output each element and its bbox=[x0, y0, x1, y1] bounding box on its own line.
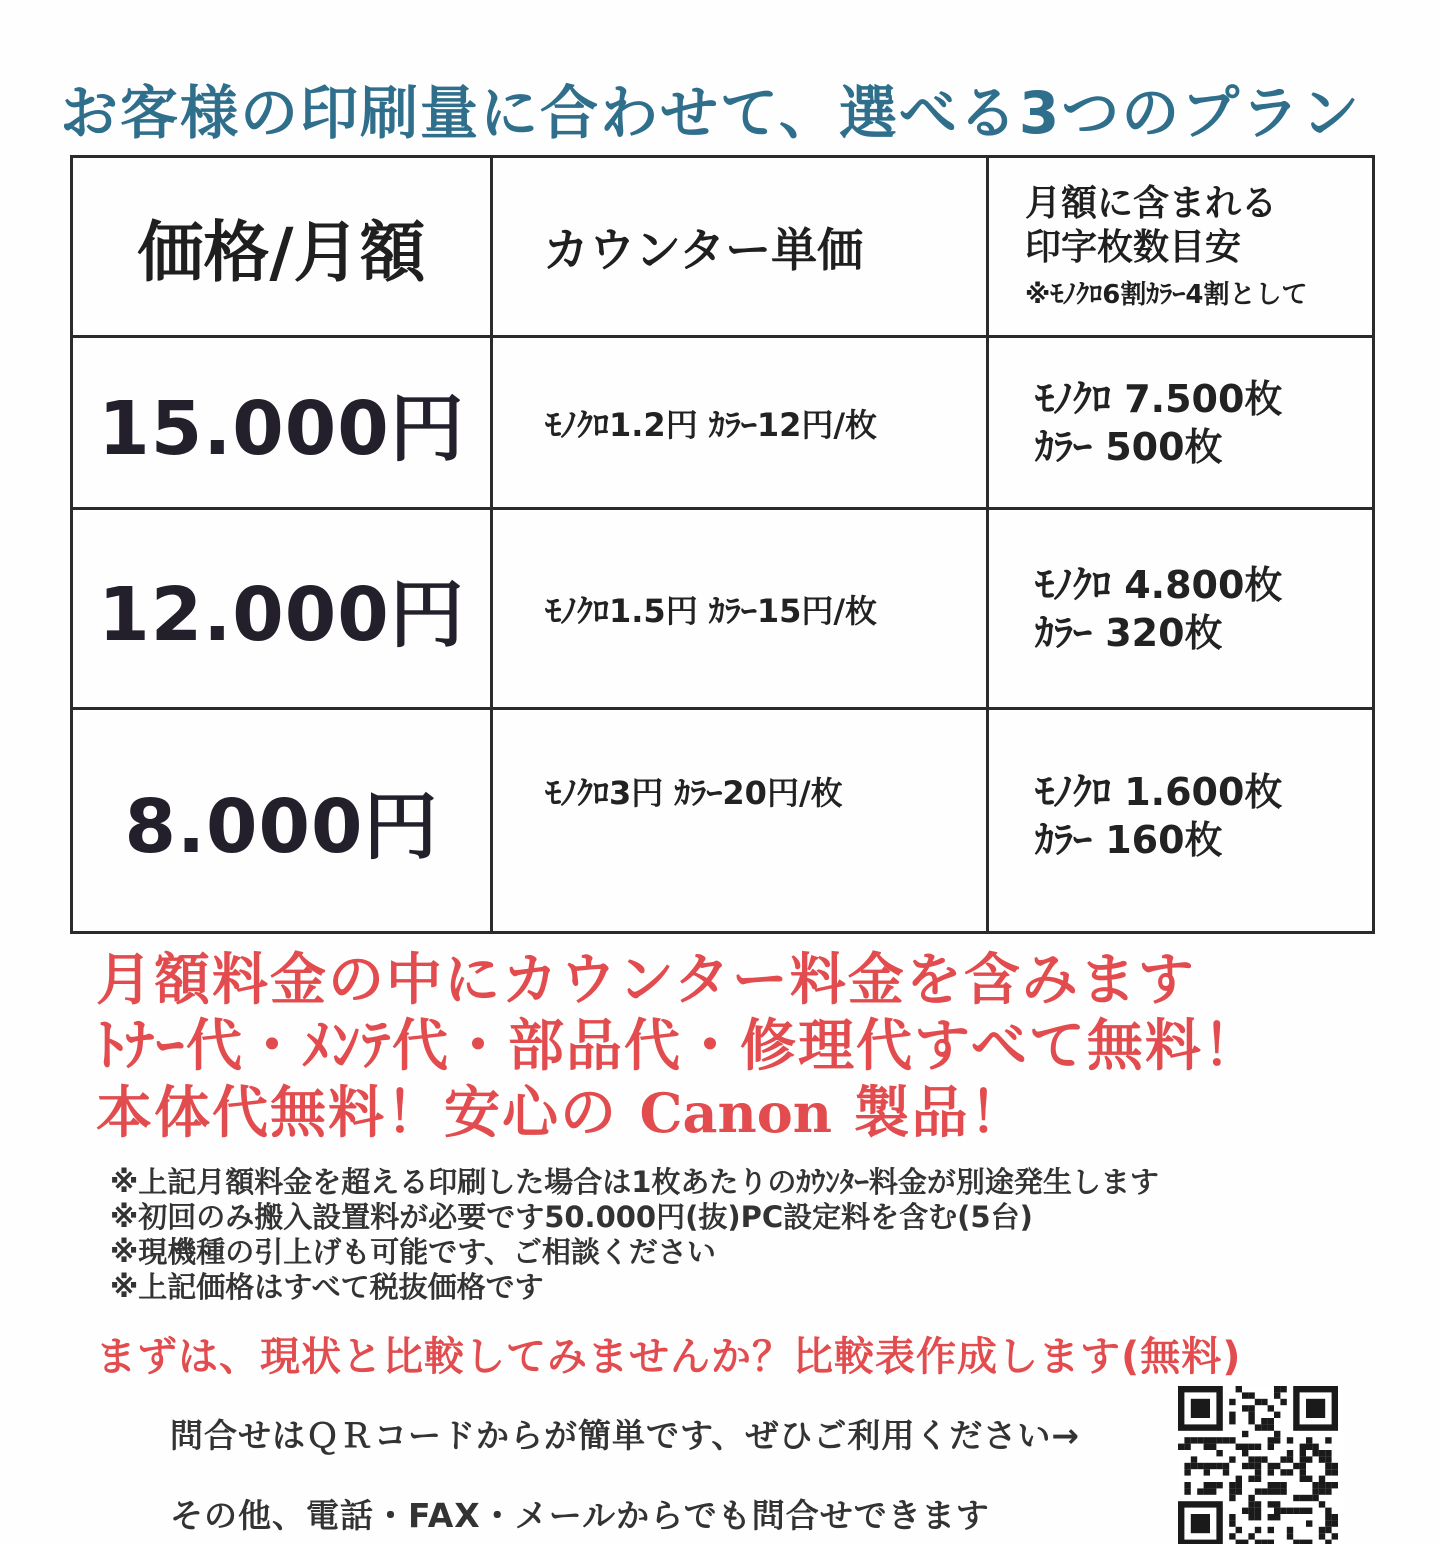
plan-included-mono: ﾓﾉｸﾛ 1.600枚 bbox=[1035, 770, 1283, 814]
canon-brand: Canon bbox=[639, 1081, 833, 1145]
plan-included bbox=[988, 709, 1374, 933]
plan-table bbox=[70, 155, 1375, 934]
page-title: お客様の印刷量に合わせて、選べる3つのプラン bbox=[60, 79, 1362, 147]
plan-price: 8.000円 bbox=[72, 709, 492, 933]
highlight-line-3-pre: 本体代無料！安心の bbox=[96, 1081, 618, 1146]
table-row bbox=[72, 337, 1374, 509]
header-included-line1: 月額に含まれる bbox=[1025, 183, 1278, 224]
notes-list bbox=[110, 1165, 1310, 1305]
plan-included-color: ｶﾗｰ 320枚 bbox=[1035, 610, 1223, 655]
table-row bbox=[72, 709, 1374, 933]
highlight-block bbox=[96, 948, 1416, 1147]
plan-included-color: ｶﾗｰ 160枚 bbox=[1035, 818, 1223, 862]
header-included bbox=[988, 157, 1374, 337]
header-included-note: ※ﾓﾉｸﾛ6割ｶﾗｰ4割として bbox=[1025, 280, 1308, 310]
header-included-line2: 印字枚数目安 bbox=[1025, 227, 1242, 268]
highlight-line-1: 月額料金の中にカウンター料金を含みます bbox=[96, 948, 1196, 1013]
plan-counter-rate: ﾓﾉｸﾛ1.2円 ｶﾗｰ12円/枚 bbox=[492, 337, 988, 509]
plan-included-color: ｶﾗｰ 500枚 bbox=[1035, 424, 1223, 469]
note-item: ※現機種の引上げも可能です、ご相談ください bbox=[110, 1235, 716, 1269]
compare-offer: まずは、現状と比較してみませんか？比較表作成します(無料) bbox=[96, 1334, 1242, 1380]
plan-counter-rate: ﾓﾉｸﾛ1.5円 ｶﾗｰ15円/枚 bbox=[492, 509, 988, 709]
note-item: ※上記月額料金を超える印刷した場合は1枚あたりのｶｳﾝﾀｰ料金が別途発生します bbox=[110, 1165, 1159, 1199]
contact-other-text: その他、電話・FAX・メールからでも問合せできます bbox=[170, 1496, 990, 1535]
header-price: 価格/月額 bbox=[72, 157, 492, 337]
table-header-row bbox=[72, 157, 1374, 337]
contact-qr-text: 問合せはＱＲコードからが簡単です、ぜひご利用ください→ bbox=[170, 1416, 1081, 1455]
plan-included-mono: ﾓﾉｸﾛ 4.800枚 bbox=[1035, 562, 1283, 607]
plan-included bbox=[988, 509, 1374, 709]
note-item: ※上記価格はすべて税抜価格です bbox=[110, 1270, 544, 1304]
plan-price: 15.000円 bbox=[72, 337, 492, 509]
plan-price: 12.000円 bbox=[72, 509, 492, 709]
note-item: ※初回のみ搬入設置料が必要です50.000円(抜)PC設定料を含む(5台) bbox=[110, 1200, 1033, 1234]
qr-code-icon[interactable] bbox=[1178, 1386, 1344, 1544]
plan-included-mono: ﾓﾉｸﾛ 7.500枚 bbox=[1035, 376, 1283, 421]
plan-included bbox=[988, 337, 1374, 509]
table-row bbox=[72, 509, 1374, 709]
highlight-line-3 bbox=[96, 1080, 1416, 1147]
highlight-line-3-post: 製品！ bbox=[853, 1081, 1028, 1146]
header-counter: カウンター単価 bbox=[492, 157, 988, 337]
plan-counter-rate: ﾓﾉｸﾛ3円 ｶﾗｰ20円/枚 bbox=[492, 709, 988, 933]
highlight-line-2: ﾄﾅｰ代・ﾒﾝﾃ代・部品代・修理代すべて無料！ bbox=[96, 1014, 1261, 1079]
